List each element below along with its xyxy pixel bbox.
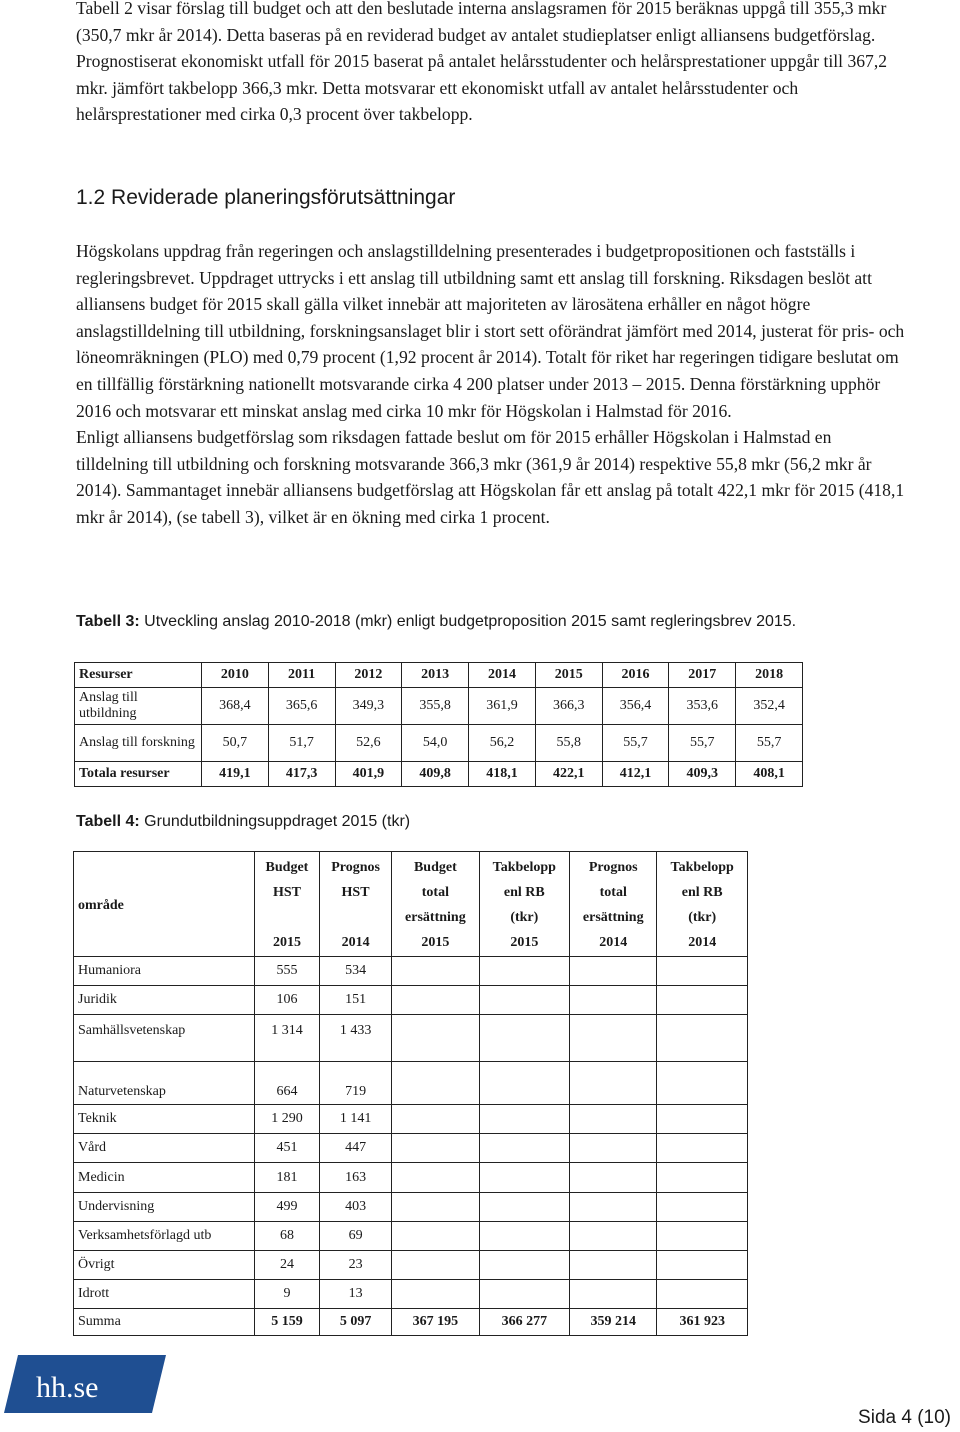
row-label: Juridik	[74, 986, 255, 1015]
table-row	[74, 1193, 748, 1222]
table-row	[74, 1134, 748, 1163]
data-cell: 13	[319, 1280, 391, 1309]
data-cell: 451	[255, 1134, 320, 1163]
header-cell: 2012	[335, 663, 402, 688]
header-cell: 2014	[469, 663, 536, 688]
total-cell: 361 923	[657, 1309, 748, 1336]
row-label: Verksamhetsförlagd utb	[74, 1222, 255, 1251]
header-line: Budget	[265, 860, 309, 875]
data-cell	[479, 1163, 570, 1193]
table-row	[74, 957, 748, 986]
table4-caption	[76, 813, 410, 831]
data-cell: 52,6	[335, 725, 402, 762]
header-line: HST	[272, 885, 301, 900]
header-cell	[255, 852, 320, 957]
header-cell: 2013	[402, 663, 469, 688]
data-cell	[570, 1062, 657, 1105]
header-cell: 2017	[669, 663, 736, 688]
header-line: ersättning	[582, 910, 644, 925]
data-cell: 181	[255, 1163, 320, 1193]
row-label: Undervisning	[74, 1193, 255, 1222]
data-cell	[392, 1062, 479, 1105]
table-row	[74, 1251, 748, 1280]
data-cell: 1 290	[255, 1105, 320, 1134]
data-cell	[570, 1105, 657, 1134]
logo-text: hh.se	[36, 1371, 99, 1404]
body-paragraph-1: Högskolans uppdrag från regeringen och anslagstilldelning presenterades i budgetpropositionen och fastställs i regleringsbrevet. Uppdraget uttrycks i ett anslag till utbildning samt ett anslag till forskning. Riksdagen beslöt att alliansens budget för 2015 skall gälla vilket innebär att majoriteten av lärosätena erhåller en något högre anslagstilldelning till utbildning, forskningsanslaget blir i stort sett oförändrat jämfört med 2014, justerat för pris- och löneomräkningen (PLO) med 0,79 procent (1,92 procent år 2014). Totalt för riket har regeringen tidigare beslutat om en tillfällig förstärkning nationellt motsvarande cirka 4 200 platser under 2013 – 2015. Denna förstärkning upphör 2016 och motsvarar ett minskat anslag med cirka 10 mkr för Högskolan i Halmstad för 2016.	[76, 241, 905, 421]
data-cell	[570, 1134, 657, 1163]
total-cell: 408,1	[736, 762, 803, 787]
data-cell: 555	[255, 957, 320, 986]
table4-caption-label: Tabell 4:	[76, 813, 140, 830]
data-cell: 55,7	[669, 725, 736, 762]
data-cell	[657, 1251, 748, 1280]
header-line: område	[78, 897, 124, 913]
table-row	[74, 986, 748, 1015]
header-cell: 2010	[202, 663, 269, 688]
header-cell	[657, 852, 748, 957]
data-cell: 534	[319, 957, 391, 986]
data-cell: 664	[255, 1062, 320, 1105]
data-cell	[479, 1251, 570, 1280]
data-cell	[392, 1134, 479, 1163]
data-cell: 23	[319, 1251, 391, 1280]
data-cell: 54,0	[402, 725, 469, 762]
header-line	[324, 905, 387, 930]
data-cell	[657, 1193, 748, 1222]
row-label: Övrigt	[74, 1251, 255, 1280]
data-cell: 353,6	[669, 688, 736, 725]
page-number: Sida 4 (10)	[858, 1407, 951, 1428]
data-cell	[479, 1062, 570, 1105]
table-row	[74, 1015, 748, 1062]
section-heading: 1.2 Reviderade planeringsförutsättningar	[76, 186, 456, 209]
header-line: HST	[341, 885, 370, 900]
header-cell	[570, 852, 657, 957]
data-cell: 1 141	[319, 1105, 391, 1134]
education-assignment-table	[73, 851, 748, 1336]
header-cell: 2018	[736, 663, 803, 688]
total-cell: 418,1	[469, 762, 536, 787]
data-cell	[392, 1222, 479, 1251]
data-cell: 361,9	[469, 688, 536, 725]
header-line: total	[421, 885, 449, 900]
data-cell	[392, 957, 479, 986]
data-cell	[392, 1105, 479, 1134]
data-cell	[479, 1134, 570, 1163]
data-cell: 365,6	[268, 688, 335, 725]
data-cell	[479, 1280, 570, 1309]
row-label: Anslag till forskning	[75, 725, 202, 762]
header-line: (tkr)	[510, 910, 539, 925]
data-cell	[392, 1251, 479, 1280]
data-cell	[657, 1134, 748, 1163]
data-cell: 55,7	[736, 725, 803, 762]
body-paragraph-2: Enligt alliansens budgetförslag som riksdagen fattade beslut om för 2015 erhåller Högskolan i Halmstad en tilldelning till utbildning och forskning motsvarande 366,3 mkr (361,9 år 2014) respektive 55,8 mkr (56,2 mkr år 2014). Sammantaget innebär alliansens budgetförslag att Högskolan får ett anslag på totalt 422,1 mkr för 2015 (418,1 mkr år 2014), (se tabell 3), vilket är en ökning med cirka 1 procent.	[76, 427, 905, 527]
header-line: 2014	[688, 935, 717, 950]
table-header-row	[75, 663, 803, 688]
hh-logo	[4, 1355, 166, 1413]
table-row	[75, 725, 803, 762]
header-line	[259, 905, 315, 930]
header-line: ersättning	[405, 910, 466, 925]
data-cell: 69	[319, 1222, 391, 1251]
total-cell: 419,1	[202, 762, 269, 787]
header-cell: 2016	[602, 663, 669, 688]
header-line: Budget	[413, 860, 457, 875]
header-line: 2015	[510, 935, 539, 950]
data-cell	[657, 1105, 748, 1134]
data-cell	[657, 1015, 748, 1062]
total-cell: 422,1	[535, 762, 602, 787]
header-cell	[479, 852, 570, 957]
data-cell: 151	[319, 986, 391, 1015]
data-cell	[570, 1163, 657, 1193]
total-row	[75, 762, 803, 787]
header-line: Prognos	[588, 860, 638, 875]
data-cell	[657, 986, 748, 1015]
data-cell	[657, 957, 748, 986]
header-line: enl RB	[681, 885, 723, 900]
row-label: Anslag till utbildning	[75, 688, 202, 725]
header-cell	[392, 852, 479, 957]
data-cell: 51,7	[268, 725, 335, 762]
total-cell: 367 195	[392, 1309, 479, 1336]
data-cell	[570, 1193, 657, 1222]
data-cell: 1 314	[255, 1015, 320, 1062]
data-cell	[392, 1163, 479, 1193]
total-row	[74, 1309, 748, 1336]
total-cell: 412,1	[602, 762, 669, 787]
data-cell	[479, 986, 570, 1015]
data-cell	[479, 1222, 570, 1251]
total-cell: 359 214	[570, 1309, 657, 1336]
data-cell	[570, 1280, 657, 1309]
total-cell: 417,3	[268, 762, 335, 787]
data-cell	[392, 1193, 479, 1222]
data-cell	[392, 1015, 479, 1062]
total-cell: 5 159	[255, 1309, 320, 1336]
header-line: 2014	[599, 935, 628, 950]
row-label: Teknik	[74, 1105, 255, 1134]
header-cell: 2011	[268, 663, 335, 688]
data-cell: 368,4	[202, 688, 269, 725]
data-cell	[479, 957, 570, 986]
header-line: Takbelopp	[670, 860, 734, 875]
row-label: Naturvetenskap	[74, 1062, 255, 1105]
header-line: 2014	[341, 935, 370, 950]
data-cell: 366,3	[535, 688, 602, 725]
data-cell: 403	[319, 1193, 391, 1222]
header-line: (tkr)	[688, 910, 717, 925]
header-cell	[74, 852, 255, 957]
intro-paragraph: Tabell 2 visar förslag till budget och att den beslutade interna anslagsramen för 2015 beräknas uppgå till 355,3 mkr (350,7 mkr år 2014). Detta baseras på en reviderad budget av antalet studieplatser enligt alliansens budgetförslag. Prognostiserat ekonomiskt utfall för 2015 baserat på antalet helårsstudenter och helårsprestationer uppgår till 367,2 mkr. jämfört takbelopp 366,3 mkr. Detta motsvarar ett ekonomiskt utfall av antalet helårsstudenter och helårsprestationer med cirka 0,3 procent över takbelopp.	[76, 0, 888, 125]
row-label: Vård	[74, 1134, 255, 1163]
header-line: 2015	[421, 935, 450, 950]
data-cell	[657, 1222, 748, 1251]
data-cell	[570, 1015, 657, 1062]
data-cell	[479, 1015, 570, 1062]
total-cell: 409,8	[402, 762, 469, 787]
header-line: total	[599, 885, 627, 900]
table3-caption-text: Utveckling anslag 2010-2018 (mkr) enligt budgetproposition 2015 samt regleringsbrev 2015.	[139, 613, 797, 630]
data-cell: 68	[255, 1222, 320, 1251]
header-line: Takbelopp	[492, 860, 556, 875]
data-cell: 56,2	[469, 725, 536, 762]
appropriation-table-body	[75, 663, 803, 787]
table-row	[74, 1105, 748, 1134]
data-cell	[479, 1105, 570, 1134]
data-cell	[570, 986, 657, 1015]
data-cell	[657, 1280, 748, 1309]
data-cell: 106	[255, 986, 320, 1015]
header-line: Prognos	[331, 860, 380, 875]
data-cell: 356,4	[602, 688, 669, 725]
data-cell: 1 433	[319, 1015, 391, 1062]
data-cell: 9	[255, 1280, 320, 1309]
row-label: Humaniora	[74, 957, 255, 986]
data-cell: 447	[319, 1134, 391, 1163]
education-assignment-table-body	[74, 852, 748, 1336]
total-cell: 401,9	[335, 762, 402, 787]
data-cell	[657, 1163, 748, 1193]
row-label: Medicin	[74, 1163, 255, 1193]
table3-caption-label: Tabell 3:	[76, 613, 140, 630]
header-cell: Resurser	[75, 663, 202, 688]
body-text	[76, 238, 906, 531]
total-cell: 366 277	[479, 1309, 570, 1336]
data-cell: 355,8	[402, 688, 469, 725]
data-cell: 499	[255, 1193, 320, 1222]
data-cell: 50,7	[202, 725, 269, 762]
row-label: Idrott	[74, 1280, 255, 1309]
data-cell	[392, 1280, 479, 1309]
header-line: 2015	[272, 935, 301, 950]
data-cell	[570, 957, 657, 986]
data-cell	[392, 986, 479, 1015]
table3-caption	[76, 613, 796, 631]
data-cell	[570, 1222, 657, 1251]
data-cell: 352,4	[736, 688, 803, 725]
total-cell: 5 097	[319, 1309, 391, 1336]
appropriation-table	[74, 662, 803, 787]
header-line: enl RB	[503, 885, 545, 900]
table4-caption-text: Grundutbildningsuppdraget 2015 (tkr)	[139, 813, 411, 830]
data-cell	[479, 1193, 570, 1222]
data-cell	[657, 1062, 748, 1105]
row-label: Samhällsvetenskap	[74, 1015, 255, 1062]
data-cell: 719	[319, 1062, 391, 1105]
header-cell: 2015	[535, 663, 602, 688]
data-cell	[570, 1251, 657, 1280]
table-header-row	[74, 852, 748, 957]
data-cell: 55,8	[535, 725, 602, 762]
data-cell: 349,3	[335, 688, 402, 725]
total-cell: 409,3	[669, 762, 736, 787]
row-label: Summa	[74, 1309, 255, 1336]
row-label: Totala resurser	[75, 762, 202, 787]
data-cell: 163	[319, 1163, 391, 1193]
table-row	[74, 1280, 748, 1309]
header-cell	[319, 852, 391, 957]
table-row	[74, 1163, 748, 1193]
table-row	[75, 688, 803, 725]
table-row	[74, 1222, 748, 1251]
data-cell: 24	[255, 1251, 320, 1280]
data-cell: 55,7	[602, 725, 669, 762]
table-row	[74, 1062, 748, 1105]
